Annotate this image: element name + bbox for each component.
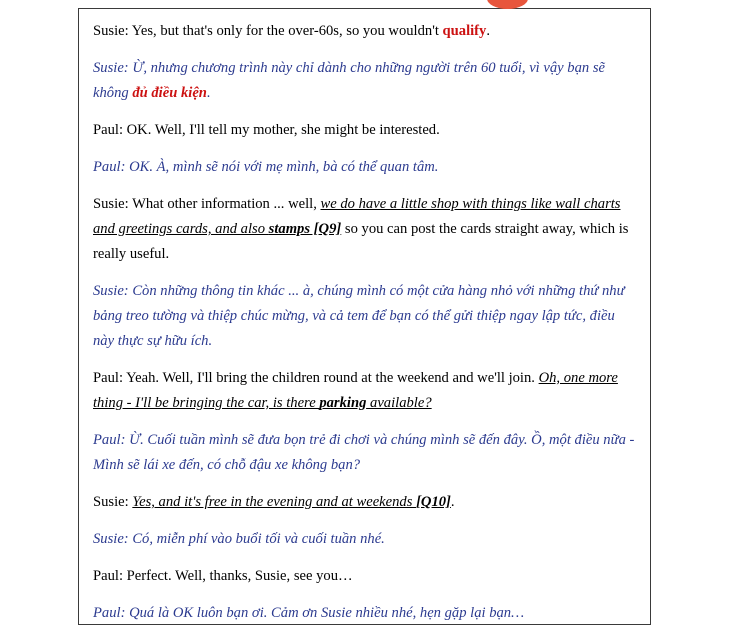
transcript-line-susie-vi-1 [93,56,636,106]
line-punctuation: . [450,494,455,510]
answer-key-highlight-vi: đủ điều kiện [132,85,207,101]
transcript-line-paul-en-2 [93,366,636,416]
line-punctuation: . [486,23,490,39]
line-text: Paul: Ừ. Cuối tuần mình sẽ đưa bọn trẻ đi chơi và chúng mình sẽ đến đây. Ồ, một điều nữa - Mình sẽ lái xe đến, có chỗ đậu xe không bạn? [93,432,635,473]
line-text: Paul: Perfect. Well, thanks, Susie, see you… [93,568,353,584]
transcript-box [78,8,651,625]
transcript-line-susie-en-3 [93,490,636,515]
answer-evidence-underline: Yes, and it's free in the evening and at weekends [132,494,417,510]
line-text: Susie: Ừ, nhưng chương trình này chỉ dành cho những người trên 60 tuổi, vì vậy bạn sẽ không [93,60,605,101]
line-punctuation: . [206,85,211,101]
transcript-line-susie-en-2 [93,192,636,267]
transcript-line-paul-en-3 [93,564,636,589]
line-text: Paul: Quá là OK luôn bạn ơi. Cảm ơn Susie nhiều nhé, hẹn gặp lại bạn… [93,605,525,621]
transcript-line-paul-vi-1 [93,155,636,180]
line-text: Susie: Còn những thông tin khác ... à, chúng mình có một cửa hàng nhỏ với những thứ như bảng treo tường và thiệp chúc mừng, và cả tem để bạn có thể gửi thiệp ngay lập tức, điều này thực sự hữu ích. [93,283,625,349]
answer-evidence-underline: we do have a little shop with things like wall charts and greetings cards, and also [93,196,621,237]
transcript-line-paul-en-1 [93,118,636,143]
answer-marker-q9: stamps [Q9] [268,221,342,237]
answer-evidence-underline-tail: available? [366,395,432,411]
line-text-tail: so you can post the cards straight away, which is really useful. [93,221,629,262]
transcript-line-susie-vi-3 [93,527,636,552]
answer-word-parking: parking [319,395,367,411]
answer-marker-q10: [Q10] [416,494,451,510]
answer-key-highlight: qualify [442,23,487,39]
line-text: Susie: [93,494,133,510]
transcript-line-paul-vi-2 [93,428,636,478]
line-text: Paul: Yeah. Well, I'll bring the children round at the weekend and we'll join. [93,370,539,386]
line-text: Susie: Có, miễn phí vào buổi tối và cuối tuần nhé. [93,531,385,547]
line-text: Paul: OK. Well, I'll tell my mother, she might be interested. [93,122,440,138]
line-text: Susie: What other information ... well, [93,196,321,212]
line-text: Paul: OK. À, mình sẽ nói với mẹ mình, bà có thể quan tâm. [93,159,439,175]
transcript-line-susie-en-1 [93,19,636,44]
transcript-line-paul-vi-3 [93,601,636,625]
line-text: Susie: Yes, but that's only for the over-60s, so you wouldn't [93,23,443,39]
answer-evidence-underline: Oh, one more thing - I'll be bringing the car, is there [93,370,618,411]
transcript-line-susie-vi-2 [93,279,636,354]
